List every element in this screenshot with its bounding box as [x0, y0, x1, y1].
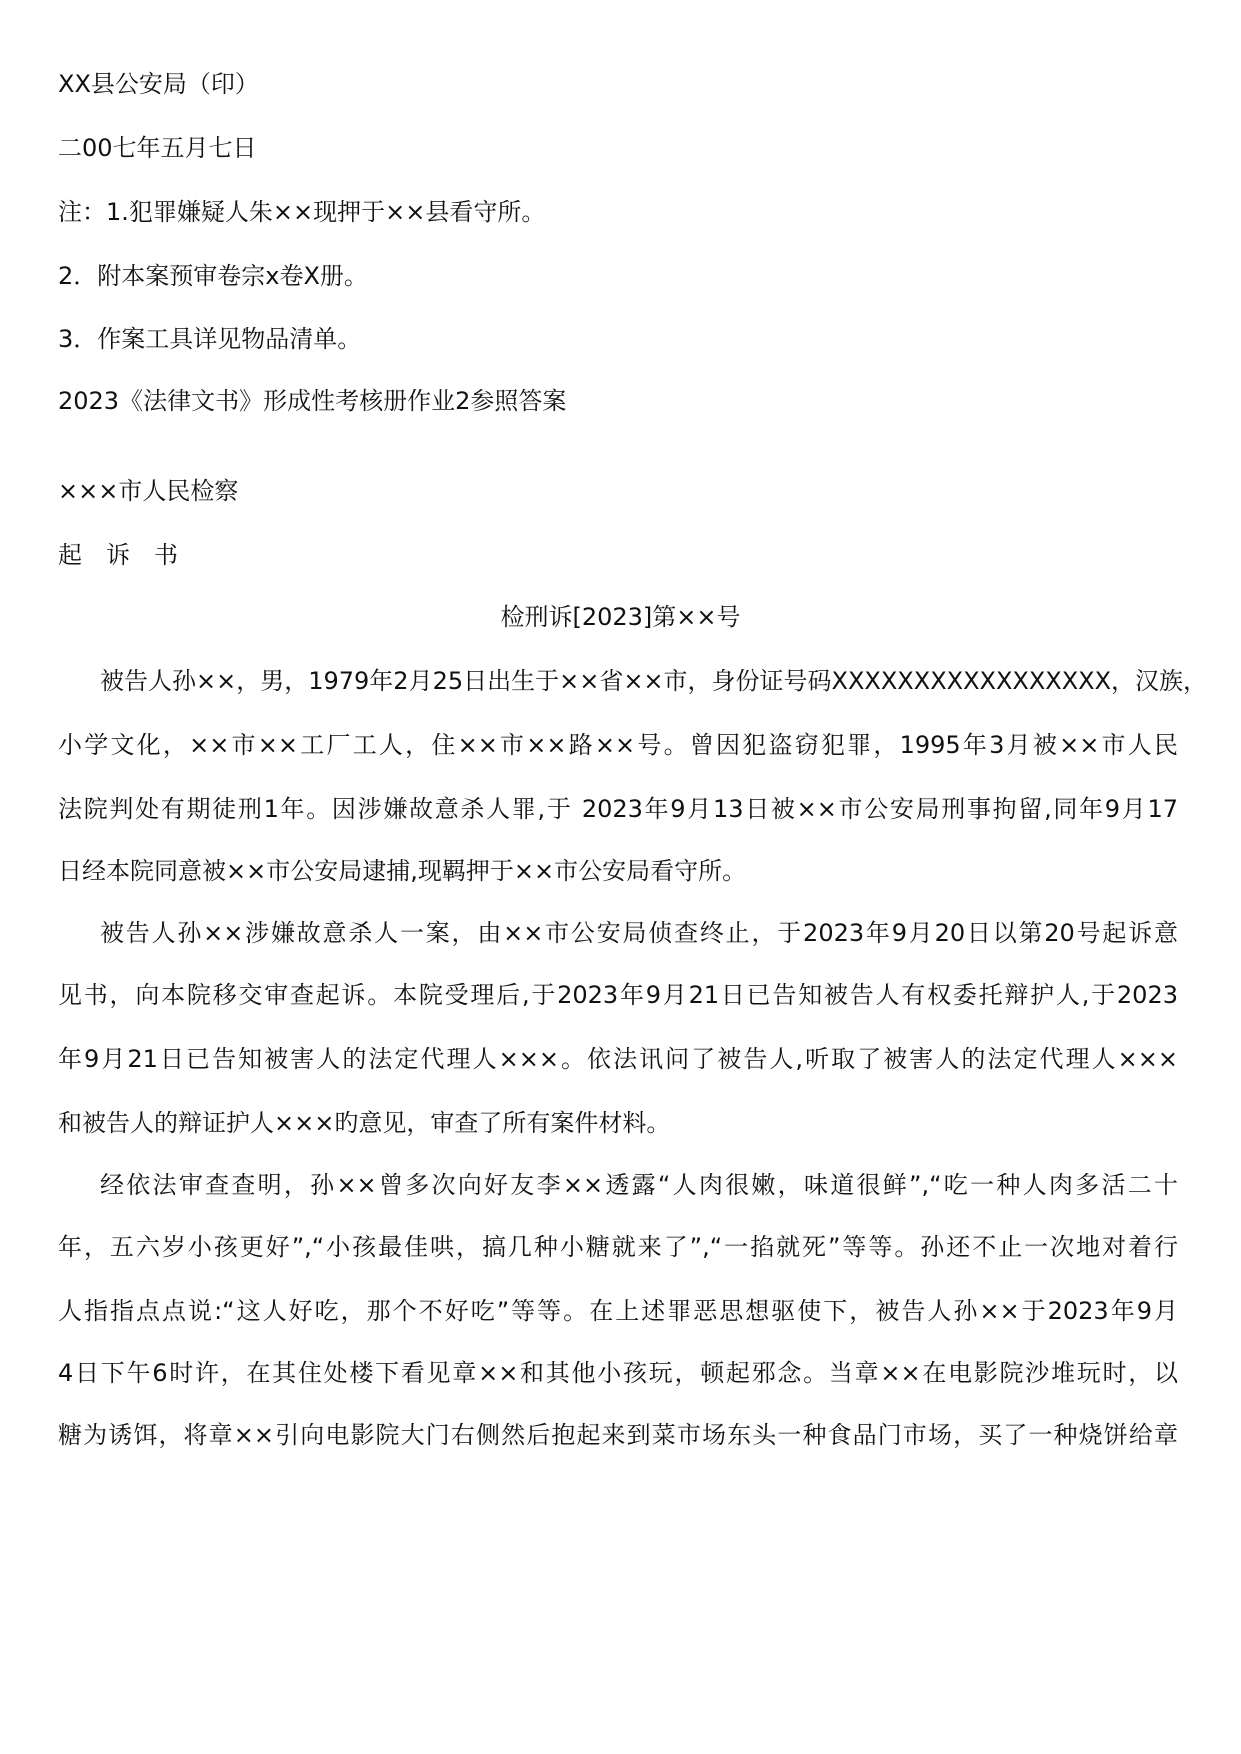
body-line-12: 4日下午6时许，在其住处楼下看见章××和其他小孩玩，顿起邪念。当章××在电影院沙堆玩时，以	[58, 1359, 1178, 1387]
body-line-10: 年，五六岁小孩更好”,“小孩最佳哄，搞几种小糖就来了”,“一掐就死”等等。孙还不止一次地对着行	[58, 1233, 1178, 1261]
body-line-1: 被告人孙××，男，1979年2月25日出生于××省××市，身份证号码XXXXXXXXXXXXXXXXX，汉族，	[100, 667, 1208, 695]
body-line-8: 和被告人的辩证护人×××旳意见，审查了所有案件材料。	[58, 1109, 671, 1137]
issuer-seal-line: XX县公安局（印）	[58, 70, 259, 98]
document-type-title: 起诉书	[58, 541, 202, 569]
note-1: 注：1.犯罪嫌疑人朱××现押于××县看守所。	[58, 198, 546, 226]
procuratorate-name: ×××市人民检察	[58, 477, 239, 505]
body-line-4: 日经本院同意被××市公安局逮捕,现羁押于××市公安局看守所。	[58, 857, 747, 885]
issue-date: 二00七年五月七日	[58, 134, 257, 162]
body-line-6: 见书，向本院移交审查起诉。本院受理后,于2023年9月21日已告知被告人有权委托辩护人,于2023	[58, 981, 1178, 1009]
body-line-11: 人指指点点说:“这人好吃，那个不好吃”等等。在上述罪恶思想驱使下，被告人孙××于2023年9月	[58, 1297, 1178, 1325]
body-line-13: 糖为诱饵，将章××引向电影院大门右侧然后抱起来到菜市场东头一种食品门市场，买了一种烧饼给章	[58, 1421, 1178, 1449]
body-line-5: 被告人孙××涉嫌故意杀人一案，由××市公安局侦查终止，于2023年9月20日以第20号起诉意	[100, 919, 1178, 947]
document-number: 检刑诉[2023]第××号	[500, 603, 741, 631]
note-2: 2．附本案预审卷宗x卷X册。	[58, 262, 368, 290]
body-line-9: 经依法审查查明，孙××曾多次向好友李××透露“人肉很嫩，味道很鲜”,“吃一种人肉多活二十	[100, 1171, 1178, 1199]
body-line-3: 法院判处有期徒刑1年。因涉嫌故意杀人罪,于 2023年9月13日被××市公安局刑事拘留,同年9月17	[58, 795, 1178, 823]
assignment-title: 2023《法律文书》形成性考核册作业2参照答案	[58, 387, 567, 415]
body-line-7: 年9月21日已告知被害人的法定代理人×××。依法讯问了被告人,听取了被害人的法定代理人×××	[58, 1045, 1178, 1073]
body-line-2: 小学文化，××市××工厂工人，住××市××路××号。曾因犯盗窃犯罪，1995年3月被××市人民	[58, 731, 1178, 759]
note-3: 3．作案工具详见物品清单。	[58, 325, 362, 353]
